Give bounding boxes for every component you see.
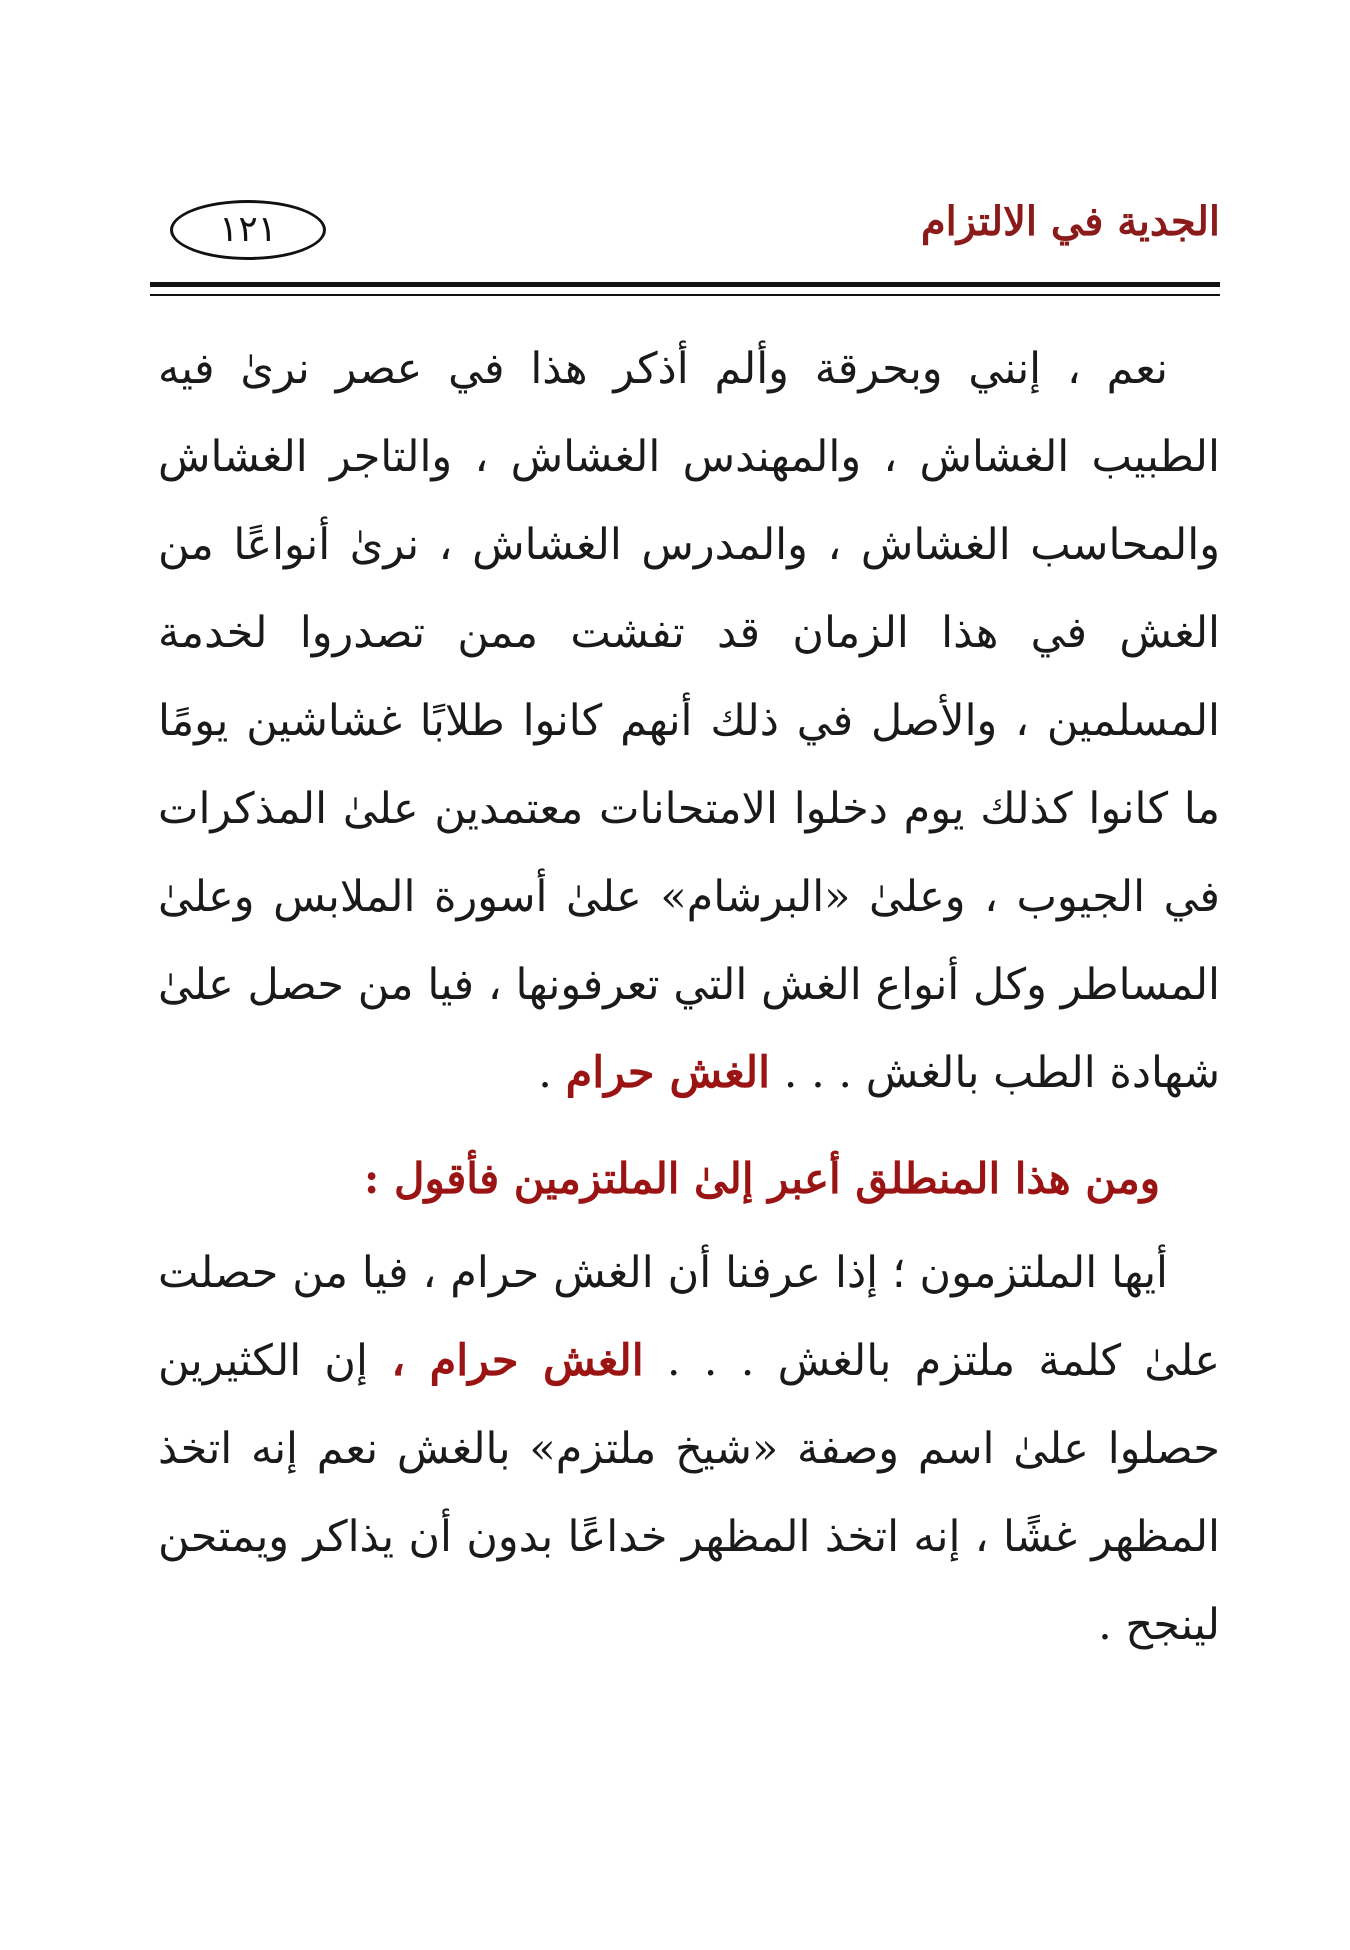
header-rule-thick bbox=[150, 282, 1220, 287]
highlight-cheating-forbidden: الغش حرام bbox=[565, 1048, 771, 1098]
page-content bbox=[158, 325, 1220, 1669]
page-header bbox=[150, 190, 1220, 275]
highlight-cheating-forbidden-2: الغش حرام ، bbox=[391, 1336, 644, 1386]
paragraph-1 bbox=[158, 325, 1220, 1117]
header-rule-thin bbox=[150, 294, 1220, 296]
paragraph-2-text-after: إن الكثيرين حصلوا علىٰ اسم وصفة «شيخ ملتزم» بالغش نعم إنه اتخذ المظهر غشًا ، إنه اتخذ المظهر خداعًا بدون أن يذاكر ويمتحن لينجح . bbox=[158, 1336, 1220, 1650]
page-number: ١٢١ bbox=[170, 200, 326, 260]
paragraph-2-text-before: أيها الملتزمون ؛ إذا عرفنا أن الغش حرام ، فيا من حصلت علىٰ كلمة ملتزم بالغش . . . bbox=[158, 1248, 1221, 1386]
section-heading: ومن هذا المنطلق أعبر إلىٰ الملتزمين فأقول : bbox=[363, 1154, 1160, 1203]
paragraph-1-text: نعم ، إنني وبحرقة وألم أذكر هذا في عصر نرىٰ فيه الطبيب الغشاش ، والمهندس الغشاش ، والتاجر الغشاش والمحاسب الغشاش ، والمدرس الغشاش ، نرىٰ أنواعًا من الغش في هذا الزمان قد تفشت ممن تصدروا لخدمة المسلمين ، والأصل في ذلك أنهم كانوا طلابًا غشاشين يومًا ما كانوا كذلك يوم دخلوا الامتحانات معتمدين علىٰ المذكرات في الجيوب ، وعلىٰ «البرشام» علىٰ أسورة الملابس وعلىٰ المساطر وكل أنواع الغش التي تعرفونها ، فيا من حصل علىٰ شهادة الطب بالغش . . . bbox=[158, 344, 1220, 1098]
paragraph-1-end: . bbox=[538, 1048, 566, 1098]
paragraph-2 bbox=[158, 1229, 1220, 1669]
running-title: الجدية في الالتزام bbox=[920, 198, 1220, 245]
